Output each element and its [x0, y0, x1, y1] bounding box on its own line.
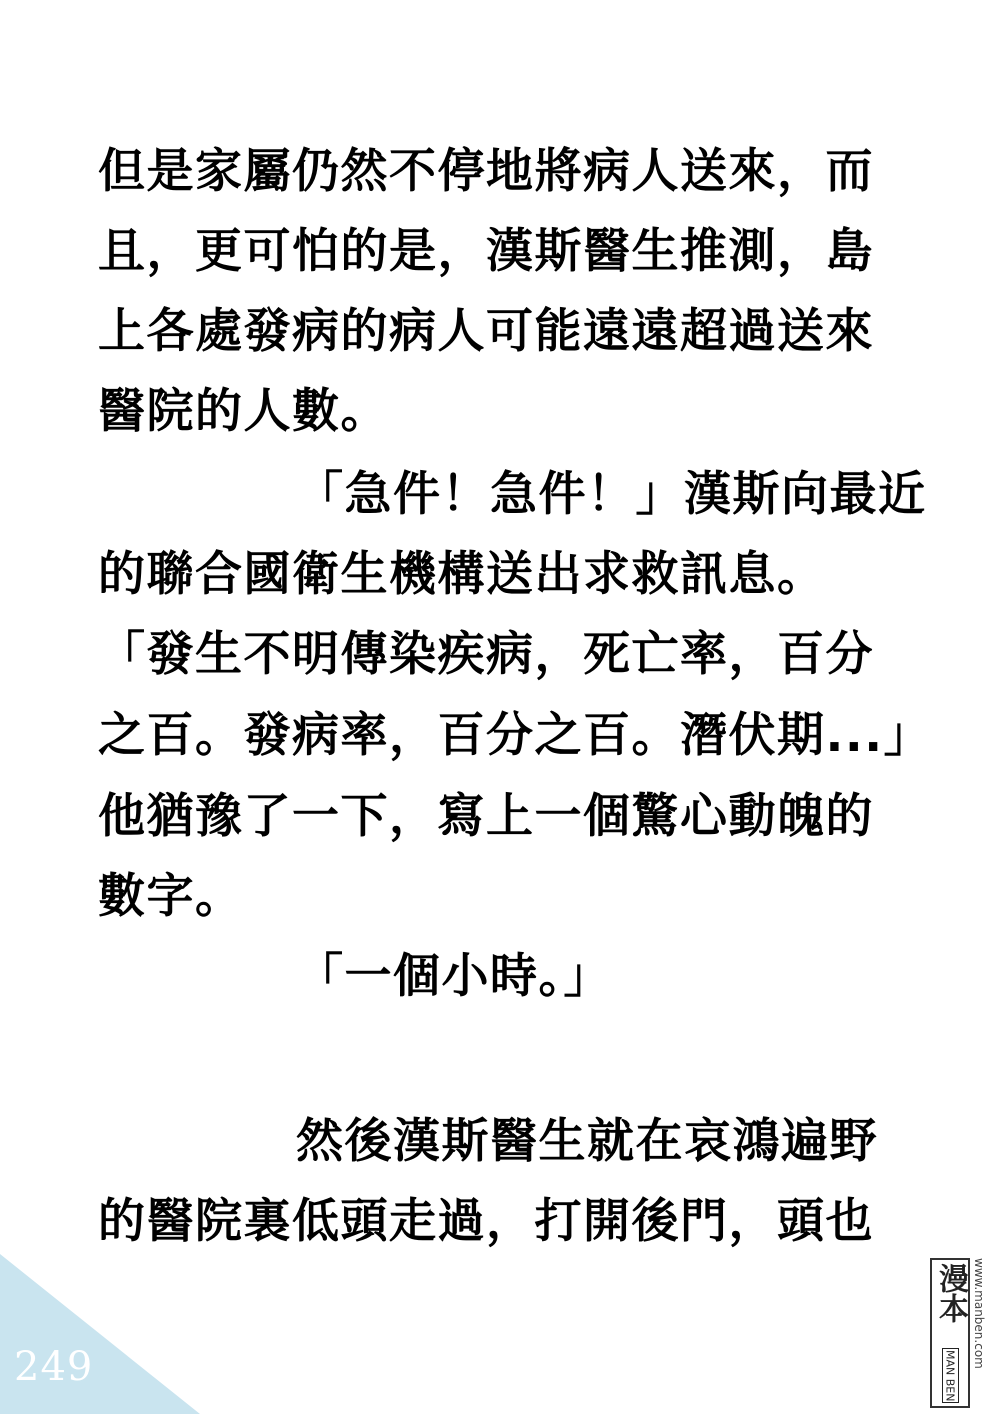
watermark-logo-text: 漫本	[933, 1263, 968, 1323]
watermark-logo-icon	[930, 1258, 970, 1408]
text-line: 他猶豫了一下，寫上一個驚心動魄的	[98, 789, 874, 844]
watermark-url: www.manben.com	[972, 1258, 986, 1369]
watermark	[930, 1258, 992, 1408]
text-line: 且，更可怕的是，漢斯醫生推測，島	[98, 224, 874, 279]
text-line: 的醫院裏低頭走過，打開後門，頭也	[98, 1194, 874, 1249]
text-line: 數字。	[98, 869, 244, 924]
text-line: 醫院的人數。	[98, 384, 389, 439]
text-line: 「急件！急件！」漢斯向最近	[296, 467, 927, 522]
text-line: 之百。發病率，百分之百。潛伏期...」	[98, 708, 933, 763]
text-line: 「一個小時。」	[296, 949, 612, 1004]
text-line: 「發生不明傳染疾病，死亡率，百分	[98, 627, 874, 682]
watermark-logo-small: MAN BEN	[943, 1349, 957, 1401]
text-line: 然後漢斯醫生就在哀鴻遍野	[296, 1114, 878, 1169]
text-line: 上各處發病的病人可能遠遠超過送來	[98, 304, 874, 359]
text-line: 但是家屬仍然不停地將病人送來，而	[98, 144, 874, 199]
page-number: 249	[14, 1344, 94, 1390]
corner-decoration	[0, 1254, 200, 1414]
text-line: 的聯合國衛生機構送出求救訊息。	[98, 547, 826, 602]
